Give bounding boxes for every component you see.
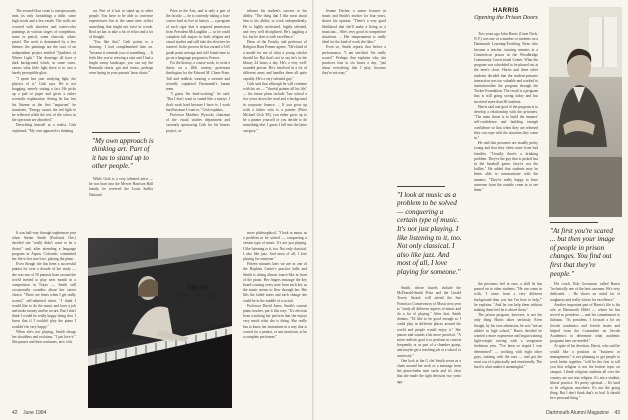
left-col-1: [12, 9, 76, 224]
page-number: 43: [614, 410, 620, 416]
left-col-2: [89, 9, 153, 127]
right-col-2: [397, 286, 461, 408]
paragraph: One look at the G clef Smith wears in a chain around her neck or a message from her piano-laden note cards and it's clear that she made the right decision two years ago.: [397, 358, 461, 384]
paragraph: art. Part of it has to stand up to other people. You have to be able to convince experiencers but at the same time reflect something that might not exist in words. Real art has to take a lot of effort and a lot of thought.: [89, 9, 153, 40]
pull-quote-text: "I look at music as a problem to be solved — conquering a certain type of music. It's not just playing. I like listening to it, too. Not only classical. I also like jazz. And most of all, I love playing for someone.": [397, 190, 462, 276]
pull-quote: [92, 132, 154, 171]
paragraph: Even though she has been a successful pianist for over a decade of her study — she was one of 50 pianists from around the world invited to play next month in a competition in Tokyo — Smith still occasionally wonders about her career choice. "There are times when I get really scared," self-admitted times. "I think I would like to do the music and have a job and make money and be secure. But I don't think I would be really happy doing that. I know that if I couldn't play the piano I wouldn't be very happy.": [12, 262, 76, 329]
paragraph: When she's not playing, Smith shrugs her shoulders and exclaims, "I just love it." She pauses and then continues, now a bit: [12, 329, 76, 345]
paragraph: It was half-way through sophomore year when Stefan Smith (Portland, Ore.) decided she "really didn't want to be a doctor" and, after attending a language program in Aspen, Colorado, committed her life to her true love, playing the piano.: [12, 231, 76, 262]
pull-quote-rule: [550, 222, 598, 223]
paragraph: The second-floor room is conspicuously neat, its only furnishings a table, some high stools and a few easels. The walls are covered with sketches and water-color paintings in various stages of completion, some in pencil, some charcoal, others pastel. The work is dominated by a few themes: the paintings are the start of an independent project entitled "Qualities of Winter Light." The drawings all have a dark background which, in some cases, causes what little light there is to cast a barely perceptible glow.: [12, 9, 76, 76]
paragraph: Professor Matthew Wysocki, chairman of the visual studies department and currently sponsoring Gish for his honors project, at-: [166, 113, 230, 133]
portrait-photo-image: [549, 7, 622, 217]
right-col-4-visible: [474, 282, 542, 408]
paragraph: "I guess I'm hard-working," he said. "But I don't want to sound like a martyr. I don't work hard because I have to. I work hard because I want to," Gish explains.: [166, 92, 230, 112]
pull-quote-text: "My own approach is thinking art. Part of it has to stand up to other people.": [92, 136, 154, 171]
left-col-3: [166, 9, 230, 224]
paragraph: "I spent last year studying light, the physics of it," Gish says. He is not bragging, merely stating a fact. He picks up a pad of paper and gives a rather scientific explanation. Seeing he has lost his listener at the first "angstrom" he translates, "Energy causes the red light to be reflected while the rest of the colors in the spectrum are absorbed.": [12, 76, 76, 123]
harris-subtitle: Opening the Prison Doors: [474, 15, 538, 21]
paragraph: Fifteen minutes later we are in one of the Hopkins Center's practice halls and Smith is sitting almost trance-like in front of the piano. Her fingers massage the key board coaxing every note from each key as the music seems to flow through her. She lifts the faded notes and each change she could be in the middle of a recital.: [243, 262, 307, 303]
smith-name: SMITH: [187, 286, 209, 292]
right-col-5: [550, 282, 620, 408]
paragraph: Even so, Smith reports that before a performance, "I am terrified. I'm really scared." Perhaps that explains why she practices four to six hours a day, "just about everything that I play, because they're not easy.": [322, 45, 386, 76]
paragraph: more philosophical, "I look at music as a problem to be solved — conquering a certain type of music. It's not just playing. I like listening to it, too. Not only classical. I also like jazz. And most of all, I love playing for someone.": [243, 231, 307, 262]
harris-name: HARRIS: [492, 8, 519, 14]
paragraph: "You like that," Gish points to a drawing. I had complimented him on. "because it reminds you of something. ... It feels like you're viewing a ruin and I had a bright sunny landscape, you can say the Bermuda shorts, gin and tonics, perhaps even laying in your parents' lawn chairs.": [89, 40, 153, 76]
pull-quote-rule: [92, 132, 140, 133]
paragraph: The prison program, however, is not the only thing Harris takes seriously. Even though, by his own admission, he was "not an athlete in high school," Harris decided he wanted a more experience and began training light-weight rowing with a vengeance freshman year. "I've been so stupid I was determined" — working with eight other guys, training with the oars — and got the most out of it physically and emotionally. The hard is what makes it meaningful.": [474, 313, 542, 370]
paragraph: Gish said that although he will continue with his art — "Vaseful painter all his life" — his future plans include "law school a few years down the road and a background in corporate finance. ... If you grow up with a father who is a painter (Peter Michael Gish '49), you either grow up to be a painter yourself or you decide to do something else. I guess I fall into the latter category.": [243, 81, 307, 133]
paragraph: Describing himself as a realist, Gish explained, "My own approach is thinking: [12, 123, 76, 133]
smith-col-a: [12, 231, 76, 409]
harris-heading: [474, 8, 538, 21]
issue-date: June 1984: [23, 410, 47, 416]
right-col-1: [322, 9, 386, 224]
paragraph: Two years ago John Harris (Great Neck, N.Y.) was one of a number of students on a Dartmouth Learning-Teaching Term who became a teacher, tutoring inmates at a Connecticut prison in the Woodbridge Community Correctional Center. What the program was scheduled to be phased out at the term's close, Harris and three other students decided that the student-prisoner interaction was too valuable and worked to institutionalize the program through the Tucker Foundation. The result is a program that is still going strong today and has involved more than 80 students.: [474, 32, 538, 104]
left-col-2-bottom: [89, 177, 153, 224]
piano-photo-image: [88, 238, 232, 408]
left-col-4: [243, 9, 307, 224]
smith-pull-quote: [397, 186, 463, 277]
paragraph: Harris said one goal of the program is to develop a relationship with the prisoners. "The main thrust is to build the inmates' self-confidence and building enough confidence so that when they are released they can cope with the situation they come in.": [474, 104, 538, 141]
paragraph: Professor David Jones, Smith's current piano teacher, put it this way: "It's obvious from watching her perform that she enjoys very much what she is doing. She really has to know her instrument in a way that is crucial for a pianist, or any musician, to be a complete performer.": [243, 303, 307, 340]
right-footer: [546, 410, 620, 416]
smith-subtitle: Listen to the Music: [175, 293, 221, 299]
harris-pull-quote: [550, 222, 620, 278]
paragraph: He said that prisoners are usually pretty young and that they often come from bad families. "Usually there's a drinking problem. They're the guy that is picked last in the baseball game; they're not the bullies." He added that students may be better able to communicate with the inmates. "They're really happy to have someone from the outside come in to see them.": [474, 141, 538, 193]
smith-piano-photo: [88, 238, 232, 408]
paragraph: Jeanne Fischer, a senior lecturer in music and Smith's teacher for four years, shares his opinion. "There's a very good likelihood that she'll make a living as a musician.... She's very good in competitive situations. ... Her temperament is really ideal for the kind of work she likes.": [322, 9, 386, 45]
paragraph: Prize in the Arts, and is only a part of the faculty — he is currently taking a four-course load as five in history — a program of such rigor that it required permission from President McLaughlin — so he could complete full majors in both religion and visual studies and still take the electives he wanted. In the process he has earned a 3.65 grade point average and still found time to go on a language program to France.: [166, 9, 230, 60]
paragraph: His coach, Bob Grossman, called Harris "technically one of the best oarsmen. He's very dedicated. ... He shows an awful lot of toughness and really strives for excellence.": [550, 282, 620, 302]
paragraph: Smith, whose laurels include the McDonald-Smith Prize and the Gerald Tracey Award, will attend the San Francisco Conservatory of Music next year to "study all different aspects of music and do a lot of playing." After that, Smith dreams, "I'd like to be good enough so I could play in different places around the world and people would enjoy it." She pauses and sounds a bit more practical. "A more realistic goal is to perform in concert frequently or as part of a chamber group, and maybe get a teaching job at a school or university.": [397, 286, 461, 358]
smith-col-b: [243, 231, 307, 409]
harris-portrait-photo: [549, 7, 622, 217]
paragraph: Dean of the Faculty and professor of Religion Hans Penner agrees. "He's kind of a model for me of what a young scholar should be. But that's not to say he's in the library 24 hours a day. He's a very well-rounded person. He's involved in a lot of different areas and handles them all quite capably. He's a very talented guy.": [243, 40, 307, 81]
pull-quote-text: "At first you're scared ... but then your image of people in prison changes. You find out first that they're people.": [550, 226, 615, 278]
publication-name: Dartmouth Alumni Magazine: [546, 410, 609, 416]
smith-heading: [166, 286, 230, 299]
page-number: 42: [12, 410, 18, 416]
paragraph: At spite of his devotion, Harris, who said he would like a position in "business or management," is not planning to get people to work better together, "will be the first to tell you that religion is not the hottest topic on campus. I think religious students all over the country are not into religion. It's not a student, liberal practice. It's pretty spiritual ... It's hard to be religious anywhere. It's not the going thing. But I don't think that's so bad. It should be a personal thing.": [550, 344, 620, 401]
paragraph: tributes his student's success to his ability. "The thing that I like most about him is his ability to work independently. He is highly motivated, highly talented, and very well disciplined. He's juggling a lot, but he does it with excellence.": [243, 9, 307, 40]
left-footer: [12, 410, 46, 416]
paragraph: For the history, a course work, to write a thesis on a 20th century protestant theologian for the Edward M. Chase Prize. Tall and reddish, wearing a sweater and recently captained Dartmouth's karate team.: [166, 61, 230, 92]
pull-quote-rule: [397, 186, 445, 187]
paragraph: Another important part of Harris's life is his role at Dartmouth Hillel — where he has served as president — and his commitment to Judaism. "As president, I focused a lot on Jewish academics and Jewish issues and helped form the Committee on Jewish Academics to determine what academic programs here are needed.": [550, 302, 620, 344]
paragraph: While Gish is a very talented artist — he was born into the Mercer Harrison Hall family, he received the Louis Sudler National: [89, 177, 153, 197]
paragraph: the prisoners feel at ease, a skill he has passed on to other students. "He can come in with, 'I come from a very different background than you but I'm here to help,'" he explains. "And he can help them without making them feel he is above them.": [474, 282, 542, 313]
